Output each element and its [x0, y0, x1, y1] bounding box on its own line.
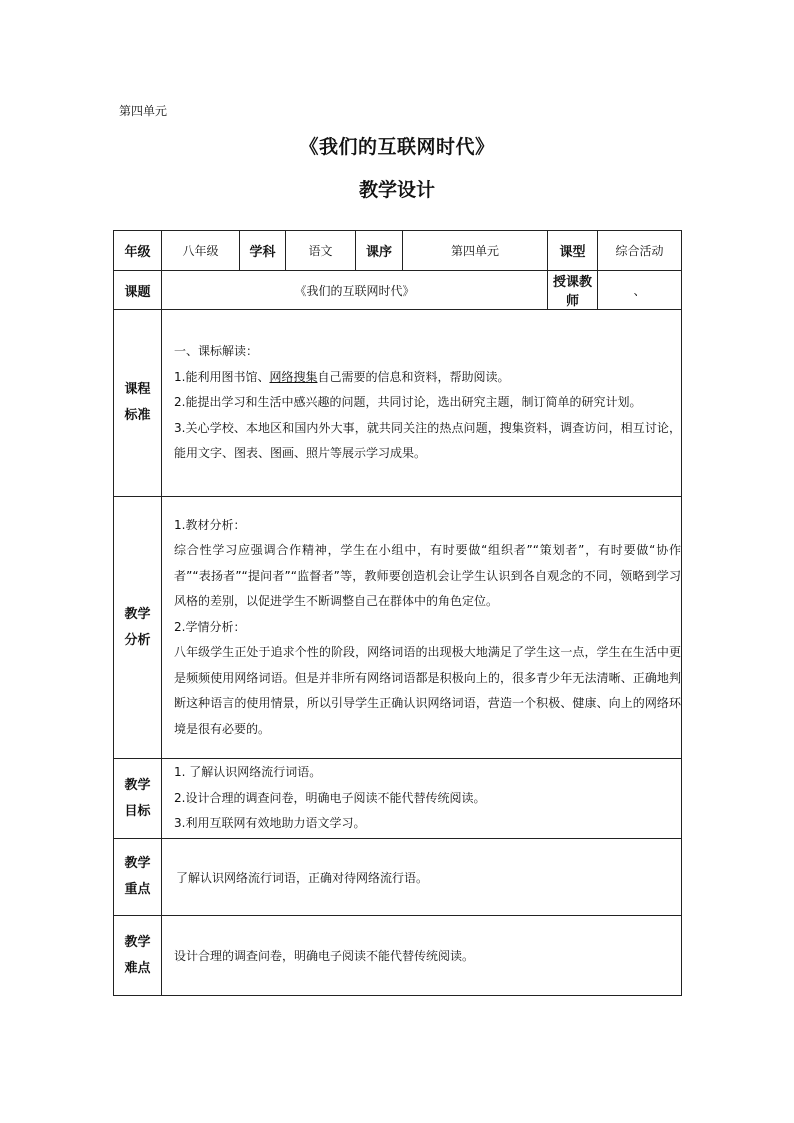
standards-content: [162, 310, 682, 497]
standards-label-line2: 标准: [124, 408, 151, 423]
subject-label: 学科: [240, 231, 286, 271]
analysis-paragraph-2: 八年级学生正处于追求个性的阶段，网络词语的出现极大地满足了学生这一点，学生在生活中更是频频使用网络词语。但是并非所有网络词语都是积极向上的，很多青少年无法清晰、正确地判断这种语言的使用情景，所以引导学生正确认识网络词语，营造一个积极、健康、向上的网络环境是很有必要的。: [174, 645, 681, 736]
difficulties-label-line1: 教学: [124, 934, 151, 950]
analysis-label: [114, 497, 162, 759]
analysis-label-line1: 教学: [124, 606, 151, 622]
difficulties-row: [114, 916, 682, 996]
topic-value: 《我们的互联网时代》: [162, 271, 548, 310]
document-subtitle: 教学设计: [358, 179, 435, 201]
analysis-heading-1: 1.教材分析：: [174, 517, 246, 532]
type-value: 综合活动: [598, 231, 682, 271]
key-points-label-line2: 重点: [124, 882, 151, 897]
topic-label: 课题: [114, 271, 162, 310]
objective-item-2: 2.设计合理的调查问卷，明确电子阅读不能代替传统阅读。: [174, 790, 486, 805]
difficulties-content: 设计合理的调查问卷，明确电子阅读不能代替传统阅读。: [162, 916, 682, 996]
analysis-content: [162, 497, 682, 759]
teacher-label: 授课教师: [548, 271, 598, 310]
analysis-heading-2: 2.学情分析：: [174, 619, 246, 634]
info-row: [114, 231, 682, 271]
standards-label-line1: 课程: [124, 382, 151, 397]
teacher-value: 、: [598, 271, 682, 310]
standards-item-2: 2.能提出学习和生活中感兴趣的问题，共同讨论，选出研究主题，制订简单的研究计划。: [174, 395, 642, 410]
objectives-label-line2: 目标: [124, 803, 151, 819]
objectives-label: [114, 759, 162, 839]
standards-item-1-suffix: 自己需要的信息和资料，帮助阅读。: [317, 369, 510, 384]
standards-row: [114, 310, 682, 497]
objectives-content: [162, 759, 682, 839]
sequence-label: 课序: [356, 231, 403, 271]
analysis-paragraph-1: 综合性学习应强调合作精神，学生在小组中，有时要做“组织者”“策划者”，有时要做“协作者”“表扬者”“提问者”“监督者”等，教师要创造机会让学生认识到各自观念的不同，领略到学习风格的差别，以促进学生不断调整自己在群体中的角色定位。: [174, 543, 681, 609]
standards-item-3: 3.关心学校、本地区和国内外大事，就共同关注的热点问题，搜集资料，调查访问，相互讨论，能用文字、图表、图画、照片等展示学习成果。: [174, 420, 681, 461]
document-title: 《我们的互联网时代》: [299, 136, 495, 158]
topic-row: [114, 271, 682, 310]
objective-item-1: 1. 了解认识网络流行词语。: [174, 765, 322, 780]
standards-label: [114, 310, 162, 497]
key-points-label-line1: 教学: [124, 856, 151, 871]
grade-value: 八年级: [162, 231, 240, 271]
grade-label: 年级: [114, 231, 162, 271]
standards-item-1-underlined: 网络搜集: [269, 369, 318, 384]
key-points-label: [114, 839, 162, 916]
lesson-plan-table: [113, 230, 682, 996]
sequence-value: 第四单元: [403, 231, 548, 271]
analysis-label-line2: 分析: [124, 632, 151, 648]
analysis-row: [114, 497, 682, 759]
difficulties-label: [114, 916, 162, 996]
difficulties-label-line2: 难点: [124, 960, 151, 976]
unit-label: 第四单元: [119, 104, 168, 118]
standards-item-1: [174, 365, 681, 391]
objectives-row: [114, 759, 682, 839]
objectives-label-line1: 教学: [124, 777, 151, 793]
type-label: 课型: [548, 231, 598, 271]
key-points-row: [114, 839, 682, 916]
subject-value: 语文: [286, 231, 356, 271]
standards-heading: 一、课标解读：: [174, 344, 259, 359]
objective-item-3: 3.利用互联网有效地助力语文学习。: [174, 816, 366, 831]
key-points-content: 了解认识网络流行词语，正确对待网络流行语。: [162, 839, 682, 916]
standards-item-1-prefix: 1.能利用图书馆、: [174, 369, 270, 384]
